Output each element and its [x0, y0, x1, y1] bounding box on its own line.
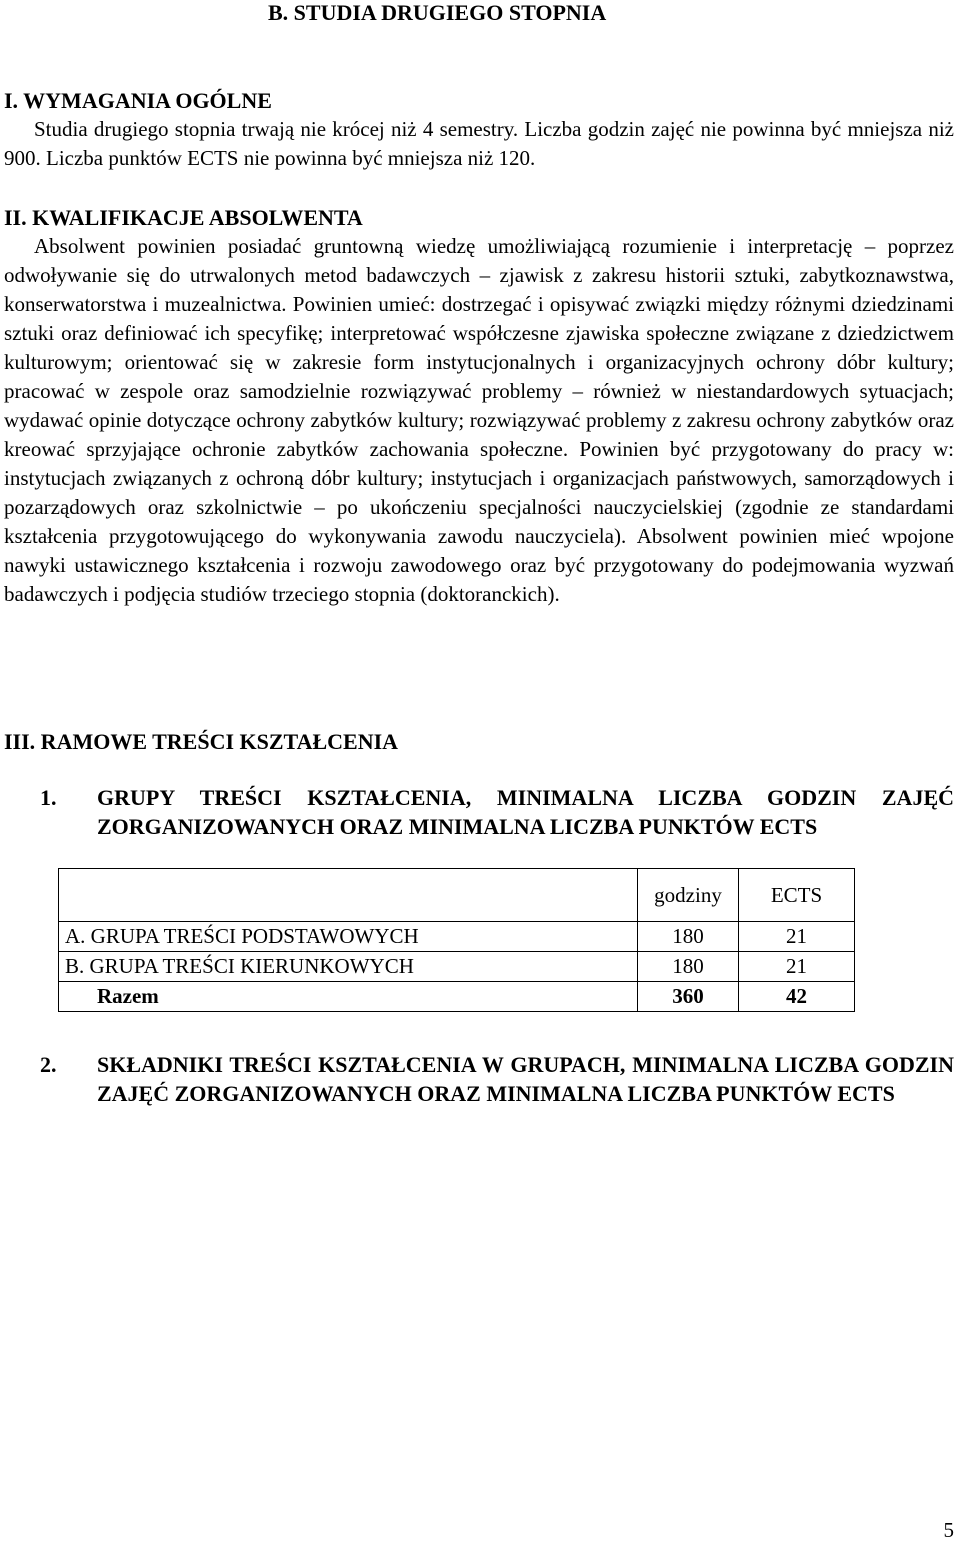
groups-table: [58, 868, 855, 1012]
subsection-1-title: GRUPY TREŚCI KSZTAŁCENIA, MINIMALNA LICZBA GODZIN ZAJĘĆ ZORGANIZOWANYCH ORAZ MINIMALNA LICZBA PUNKTÓW ECTS: [97, 785, 954, 839]
table-row: [59, 922, 855, 952]
subsection-1-number: 1.: [40, 785, 57, 810]
section-text-requirements: Studia drugiego stopnia trwają nie krócej niż 4 semestry. Liczba godzin zajęć nie powinna być mniejsza niż 900. Liczba punktów ECTS nie powinna być mniejsza niż 120.: [4, 117, 954, 170]
subsection-2-title: SKŁADNIKI TREŚCI KSZTAŁCENIA W GRUPACH, MINIMALNA LICZBA GODZIN ZAJĘĆ ZORGANIZOWANYCH ORAZ MINIMALNA LICZBA PUNKTÓW ECTS: [97, 1052, 954, 1106]
section-heading-requirements: I. WYMAGANIA OGÓLNE: [4, 88, 272, 113]
table-cell-ects: 21: [739, 922, 855, 952]
table-header-blank: [59, 869, 638, 922]
table-total-label: Razem: [59, 982, 638, 1012]
page-number: 5: [943, 1518, 954, 1542]
table-cell-hours: 180: [638, 922, 739, 952]
table-header-ects: ECTS: [739, 869, 855, 922]
table-cell-group: B. GRUPA TREŚCI KIERUNKOWYCH: [59, 952, 638, 982]
table-header-hours: godziny: [638, 869, 739, 922]
section-heading-content: III. RAMOWE TREŚCI KSZTAŁCENIA: [4, 729, 399, 754]
subsection-2-number: 2.: [40, 1052, 57, 1077]
table-total-ects: 42: [739, 982, 855, 1012]
table-row: [59, 952, 855, 982]
document-title: B. STUDIA DRUGIEGO STOPNIA: [268, 0, 607, 25]
table-total-hours: 360: [638, 982, 739, 1012]
table-total-row: [59, 982, 855, 1012]
section-text-qualifications: Absolwent powinien posiadać gruntowną wiedzę umożliwiającą rozumienie i interpretację – poprzez odwoływanie się do utrwalonych metod badawczych – zjawisk z zakresu historii sztuki, zabytkoznawstwa, konserwatorstwa i muzealnictwa. Powinien umieć: dostrzegać i opisywać związki między różnymi dziedzinami sztuki oraz definiować ich specyfikę; interpretować współczesne zjawiska społeczne związane z dziedzictwem kulturowym; orientować się w zakresie form instytucjonalnych i organizacyjnych ochrony dóbr kultury; pracować w zespole oraz samodzielnie rozwiązywać problemy – również w niestandardowych sytuacjach; wydawać opinie dotyczące ochrony zabytków kultury; rozwiązywać problemy z zakresu ochrony zabytków oraz kreować sprzyjające ochronie zabytków zachowania społeczne. Powinien być przygotowany do pracy w: instytucjach związanych z ochroną dóbr kultury; instytucjach i organizacjach państwowych, samorządowych i pozarządowych oraz szkolnictwie – po ukończeniu specjalności nauczycielskiej (zgodnie ze standardami kształcenia przygotowującego do wykonywania zawodu nauczyciela). Absolwent powinien mieć wpojone nawyki ustawicznego kształcenia i rozwoju zawodowego oraz być przygotowany do podejmowania wyzwań badawczych i podjęcia studiów trzeciego stopnia (doktoranckich).: [4, 234, 954, 606]
table-cell-hours: 180: [638, 952, 739, 982]
section-heading-qualifications: II. KWALIFIKACJE ABSOLWENTA: [4, 205, 363, 230]
subsection-2-heading: [40, 1050, 954, 1140]
table-cell-group: A. GRUPA TREŚCI PODSTAWOWYCH: [59, 922, 638, 952]
table-header-row: [59, 869, 855, 922]
subsection-1-heading: [40, 783, 954, 843]
table-cell-ects: 21: [739, 952, 855, 982]
